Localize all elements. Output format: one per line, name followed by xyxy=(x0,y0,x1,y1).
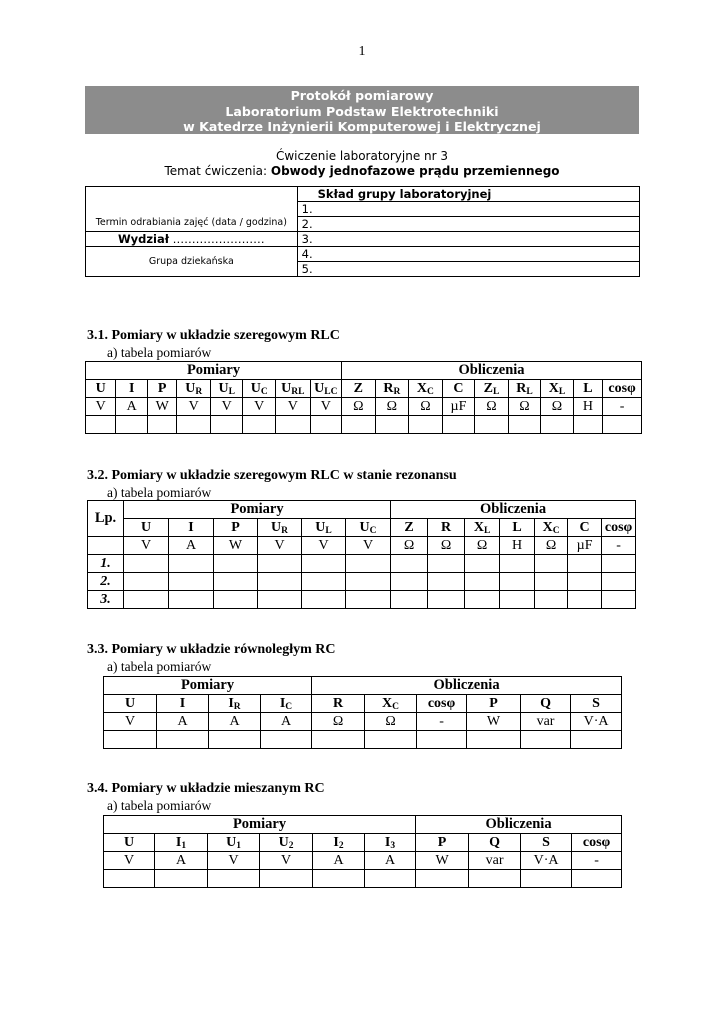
member-4[interactable]: 4. xyxy=(297,247,639,262)
data-cell[interactable] xyxy=(416,870,469,888)
data-cell[interactable] xyxy=(521,870,572,888)
data-cell[interactable] xyxy=(467,731,521,749)
lp-unit-blank xyxy=(88,537,124,555)
col-ic: $I_C$ xyxy=(261,695,312,713)
unit-cell: - xyxy=(572,852,622,870)
col-cosphi: cosφ xyxy=(417,695,467,713)
data-cell[interactable] xyxy=(500,573,535,591)
unit-cell: W xyxy=(416,852,469,870)
group-obliczenia: Obliczenia xyxy=(391,501,636,519)
col-s: S xyxy=(571,695,622,713)
exercise-info xyxy=(0,149,724,179)
data-cell[interactable] xyxy=(417,731,467,749)
row-number: 2. xyxy=(88,573,124,591)
data-cell[interactable] xyxy=(169,573,214,591)
data-cell[interactable] xyxy=(104,870,155,888)
col-p: P xyxy=(214,519,258,537)
data-cell[interactable] xyxy=(124,591,169,609)
unit-cell: V xyxy=(276,398,311,416)
group-pomiary: Pomiary xyxy=(104,816,416,834)
data-cell[interactable] xyxy=(258,555,302,573)
col-lp: Lp. xyxy=(88,501,124,537)
data-cell[interactable] xyxy=(124,573,169,591)
data-cell[interactable] xyxy=(258,573,302,591)
data-cell[interactable] xyxy=(469,870,521,888)
header-line-3: w Katedrze Inżynierii Komputerowej i Elektrycznej xyxy=(183,119,541,134)
data-cell[interactable] xyxy=(602,555,636,573)
data-cell[interactable] xyxy=(541,416,574,434)
col-u2: $U_2$ xyxy=(260,834,313,852)
data-cell[interactable] xyxy=(209,731,261,749)
group-obliczenia: Obliczenia xyxy=(312,677,622,695)
col-c: C xyxy=(568,519,602,537)
unit-cell: H xyxy=(500,537,535,555)
group-obliczenia: Obliczenia xyxy=(416,816,622,834)
header-line-1: Protokół pomiarowy xyxy=(290,88,434,103)
unit-cell: V xyxy=(86,398,116,416)
group-pomiary: Pomiary xyxy=(86,362,342,380)
data-cell[interactable] xyxy=(116,416,148,434)
col-p: P xyxy=(467,695,521,713)
data-cell[interactable] xyxy=(465,555,500,573)
table-3-3 xyxy=(103,676,622,749)
group-pomiary: Pomiary xyxy=(104,677,312,695)
data-cell[interactable] xyxy=(391,591,428,609)
data-cell[interactable] xyxy=(500,591,535,609)
data-cell[interactable] xyxy=(465,591,500,609)
unit-cell: var xyxy=(469,852,521,870)
unit-cell: V xyxy=(104,713,157,731)
data-cell[interactable] xyxy=(602,573,636,591)
col-q: Q xyxy=(521,695,571,713)
empty-data-row xyxy=(86,416,642,434)
col-xc: $X_C$ xyxy=(535,519,568,537)
section-3-2-title: 3.2. Pomiary w układzie szeregowym RLC w stanie rezonansu xyxy=(87,468,457,483)
unit-cell: - xyxy=(417,713,467,731)
data-cell[interactable] xyxy=(302,591,346,609)
data-cell[interactable] xyxy=(465,573,500,591)
unit-cell: W xyxy=(467,713,521,731)
col-zl: $Z_L$ xyxy=(475,380,509,398)
data-cell[interactable] xyxy=(210,416,243,434)
data-cell[interactable] xyxy=(572,870,622,888)
unit-cell: V xyxy=(302,537,346,555)
section-3-1-title: 3.1. Pomiary w układzie szeregowym RLC xyxy=(87,328,340,343)
col-p: P xyxy=(416,834,469,852)
unit-cell: V xyxy=(177,398,211,416)
data-cell[interactable] xyxy=(260,870,313,888)
col-i: I xyxy=(169,519,214,537)
unit-cell: var xyxy=(521,713,571,731)
data-cell[interactable] xyxy=(409,416,443,434)
unit-cell: A xyxy=(261,713,312,731)
col-i: I xyxy=(116,380,148,398)
wydzial-cell[interactable] xyxy=(86,232,298,247)
data-cell[interactable] xyxy=(243,416,276,434)
unit-cell: Ω xyxy=(312,713,365,731)
col-ur: $U_R$ xyxy=(258,519,302,537)
group-pomiary: Pomiary xyxy=(124,501,391,519)
col-i: I xyxy=(157,695,209,713)
col-c: C xyxy=(442,380,475,398)
group-title: Skład grupy laboratoryjnej xyxy=(297,187,639,202)
data-cell[interactable] xyxy=(442,416,475,434)
table-row xyxy=(88,573,636,591)
data-cell[interactable] xyxy=(508,416,541,434)
data-cell[interactable] xyxy=(521,731,571,749)
unit-cell: A xyxy=(116,398,148,416)
col-cosphi: cosφ xyxy=(603,380,642,398)
data-cell[interactable] xyxy=(346,591,391,609)
unit-cell: A xyxy=(157,713,209,731)
col-p: P xyxy=(147,380,176,398)
data-cell[interactable] xyxy=(391,573,428,591)
data-cell[interactable] xyxy=(346,573,391,591)
member-2[interactable]: 2. xyxy=(297,217,639,232)
col-uc: $U_C$ xyxy=(243,380,276,398)
unit-cell: Ω xyxy=(375,398,409,416)
header-line-2: Laboratorium Podstaw Elektrotechniki xyxy=(225,103,499,119)
wydzial-dots: …………………… xyxy=(169,232,265,246)
table-3-4 xyxy=(103,815,622,888)
topic-label: Temat ćwiczenia: xyxy=(164,164,271,178)
col-ulc: $U_{LC}$ xyxy=(310,380,342,398)
protocol-header xyxy=(85,86,639,134)
unit-cell: H xyxy=(573,398,602,416)
data-cell[interactable] xyxy=(568,573,602,591)
col-ul: $U_L$ xyxy=(302,519,346,537)
data-cell[interactable] xyxy=(214,591,258,609)
section-3-4-subtitle: a) tabela pomiarów xyxy=(107,798,212,813)
data-cell[interactable] xyxy=(169,555,214,573)
unit-cell: Ω xyxy=(365,713,417,731)
data-cell[interactable] xyxy=(365,870,416,888)
col-i2: $I_2$ xyxy=(313,834,365,852)
unit-cell: W xyxy=(214,537,258,555)
unit-cell: µF xyxy=(442,398,475,416)
exercise-topic xyxy=(0,164,724,179)
unit-cell: Ω xyxy=(541,398,574,416)
page-number: 1 xyxy=(358,44,366,59)
unit-cell: Ω xyxy=(409,398,443,416)
data-cell[interactable] xyxy=(147,416,176,434)
member-1[interactable]: 1. xyxy=(297,202,639,217)
section-3-4-title: 3.4. Pomiary w układzie mieszanym RC xyxy=(87,781,325,796)
col-l: L xyxy=(500,519,535,537)
unit-cell: V xyxy=(346,537,391,555)
col-u: U xyxy=(104,834,155,852)
data-cell[interactable] xyxy=(276,416,311,434)
data-cell[interactable] xyxy=(428,555,465,573)
col-i1: $I_1$ xyxy=(155,834,208,852)
table-row xyxy=(88,555,636,573)
col-z: Z xyxy=(391,519,428,537)
col-cosphi: cosφ xyxy=(572,834,622,852)
data-cell[interactable] xyxy=(214,555,258,573)
col-l: L xyxy=(573,380,602,398)
data-cell[interactable] xyxy=(475,416,509,434)
unit-cell: - xyxy=(602,537,636,555)
unit-cell: V xyxy=(208,852,260,870)
section-3-1-subtitle: a) tabela pomiarów xyxy=(107,345,212,360)
col-u1: $U_1$ xyxy=(208,834,260,852)
col-ur: $U_R$ xyxy=(177,380,211,398)
data-cell[interactable] xyxy=(375,416,409,434)
unit-cell: V xyxy=(124,537,169,555)
unit-cell: V xyxy=(243,398,276,416)
data-cell[interactable] xyxy=(124,555,169,573)
unit-cell: V xyxy=(210,398,243,416)
data-cell[interactable] xyxy=(568,591,602,609)
col-ul: $U_L$ xyxy=(210,380,243,398)
empty-data-row xyxy=(104,870,622,888)
col-xc: $X_C$ xyxy=(365,695,417,713)
termin-cell[interactable] xyxy=(86,187,298,232)
unit-cell: Ω xyxy=(342,398,376,416)
unit-cell: A xyxy=(209,713,261,731)
exercise-number: Ćwiczenie laboratoryjne nr 3 xyxy=(275,149,449,163)
unit-cell: V xyxy=(260,852,313,870)
unit-cell: Ω xyxy=(475,398,509,416)
data-cell[interactable] xyxy=(428,591,465,609)
data-cell[interactable] xyxy=(312,731,365,749)
section-3-2-subtitle: a) tabela pomiarów xyxy=(107,485,212,500)
data-cell[interactable] xyxy=(104,731,157,749)
col-xc: $X_C$ xyxy=(409,380,443,398)
data-cell[interactable] xyxy=(302,573,346,591)
unit-cell: Ω xyxy=(535,537,568,555)
grupa-label: Grupa dziekańska xyxy=(148,255,234,267)
unit-cell: A xyxy=(155,852,208,870)
section-3-3-subtitle: a) tabela pomiarów xyxy=(107,659,212,674)
termin-label: Termin odrabiania zajęć (data / godzina) xyxy=(95,217,287,228)
data-cell[interactable] xyxy=(365,731,417,749)
group-form-table xyxy=(85,186,640,277)
row-number: 3. xyxy=(88,591,124,609)
table-3-2 xyxy=(87,500,636,609)
unit-cell: V·A xyxy=(571,713,622,731)
group-obliczenia: Obliczenia xyxy=(342,362,642,380)
unit-cell: Ω xyxy=(465,537,500,555)
empty-data-row xyxy=(104,731,622,749)
col-uc: $U_C$ xyxy=(346,519,391,537)
data-cell[interactable] xyxy=(602,591,636,609)
unit-cell: V xyxy=(258,537,302,555)
col-xl: $X_L$ xyxy=(541,380,574,398)
data-cell[interactable] xyxy=(302,555,346,573)
col-rl: $R_L$ xyxy=(508,380,541,398)
unit-cell: V·A xyxy=(521,852,572,870)
col-u: U xyxy=(124,519,169,537)
col-cosphi: cosφ xyxy=(602,519,636,537)
data-cell[interactable] xyxy=(568,555,602,573)
col-url: $U_{RL}$ xyxy=(276,380,311,398)
member-3[interactable]: 3. xyxy=(297,232,639,247)
grupa-cell[interactable] xyxy=(86,247,298,277)
data-cell[interactable] xyxy=(500,555,535,573)
unit-cell: Ω xyxy=(508,398,541,416)
unit-cell: W xyxy=(147,398,176,416)
col-xl: $X_L$ xyxy=(465,519,500,537)
data-cell[interactable] xyxy=(208,870,260,888)
unit-cell: A xyxy=(365,852,416,870)
unit-cell: - xyxy=(603,398,642,416)
col-q: Q xyxy=(469,834,521,852)
col-u: U xyxy=(104,695,157,713)
col-r: R xyxy=(312,695,365,713)
data-cell[interactable] xyxy=(391,555,428,573)
wydzial-label: Wydział xyxy=(117,232,170,246)
data-cell[interactable] xyxy=(86,416,116,434)
data-cell[interactable] xyxy=(169,591,214,609)
unit-cell: Ω xyxy=(391,537,428,555)
section-3-3-title: 3.3. Pomiary w układzie równoległym RC xyxy=(87,642,336,657)
data-cell[interactable] xyxy=(157,731,209,749)
data-cell[interactable] xyxy=(535,591,568,609)
data-cell[interactable] xyxy=(313,870,365,888)
row-number: 1. xyxy=(88,555,124,573)
unit-cell: µF xyxy=(568,537,602,555)
data-cell[interactable] xyxy=(310,416,342,434)
data-cell[interactable] xyxy=(155,870,208,888)
data-cell[interactable] xyxy=(428,573,465,591)
unit-cell: A xyxy=(169,537,214,555)
member-5[interactable]: 5. xyxy=(297,262,639,277)
data-cell[interactable] xyxy=(342,416,376,434)
col-rr: $R_R$ xyxy=(375,380,409,398)
col-u: U xyxy=(86,380,116,398)
data-cell[interactable] xyxy=(535,555,568,573)
col-ir: $I_R$ xyxy=(209,695,261,713)
unit-cell: A xyxy=(313,852,365,870)
data-cell[interactable] xyxy=(603,416,642,434)
col-r: R xyxy=(428,519,465,537)
data-cell[interactable] xyxy=(346,555,391,573)
data-cell[interactable] xyxy=(261,731,312,749)
col-z: Z xyxy=(342,380,376,398)
data-cell[interactable] xyxy=(258,591,302,609)
unit-cell: V xyxy=(310,398,342,416)
data-cell[interactable] xyxy=(535,573,568,591)
data-cell[interactable] xyxy=(573,416,602,434)
table-3-1 xyxy=(85,361,642,434)
data-cell[interactable] xyxy=(214,573,258,591)
unit-cell: V xyxy=(104,852,155,870)
data-cell[interactable] xyxy=(571,731,622,749)
data-cell[interactable] xyxy=(177,416,211,434)
table-row xyxy=(88,591,636,609)
unit-cell: Ω xyxy=(428,537,465,555)
col-s: S xyxy=(521,834,572,852)
col-i3: $I_3$ xyxy=(365,834,416,852)
topic-value: Obwody jednofazowe prądu przemiennego xyxy=(270,164,560,178)
